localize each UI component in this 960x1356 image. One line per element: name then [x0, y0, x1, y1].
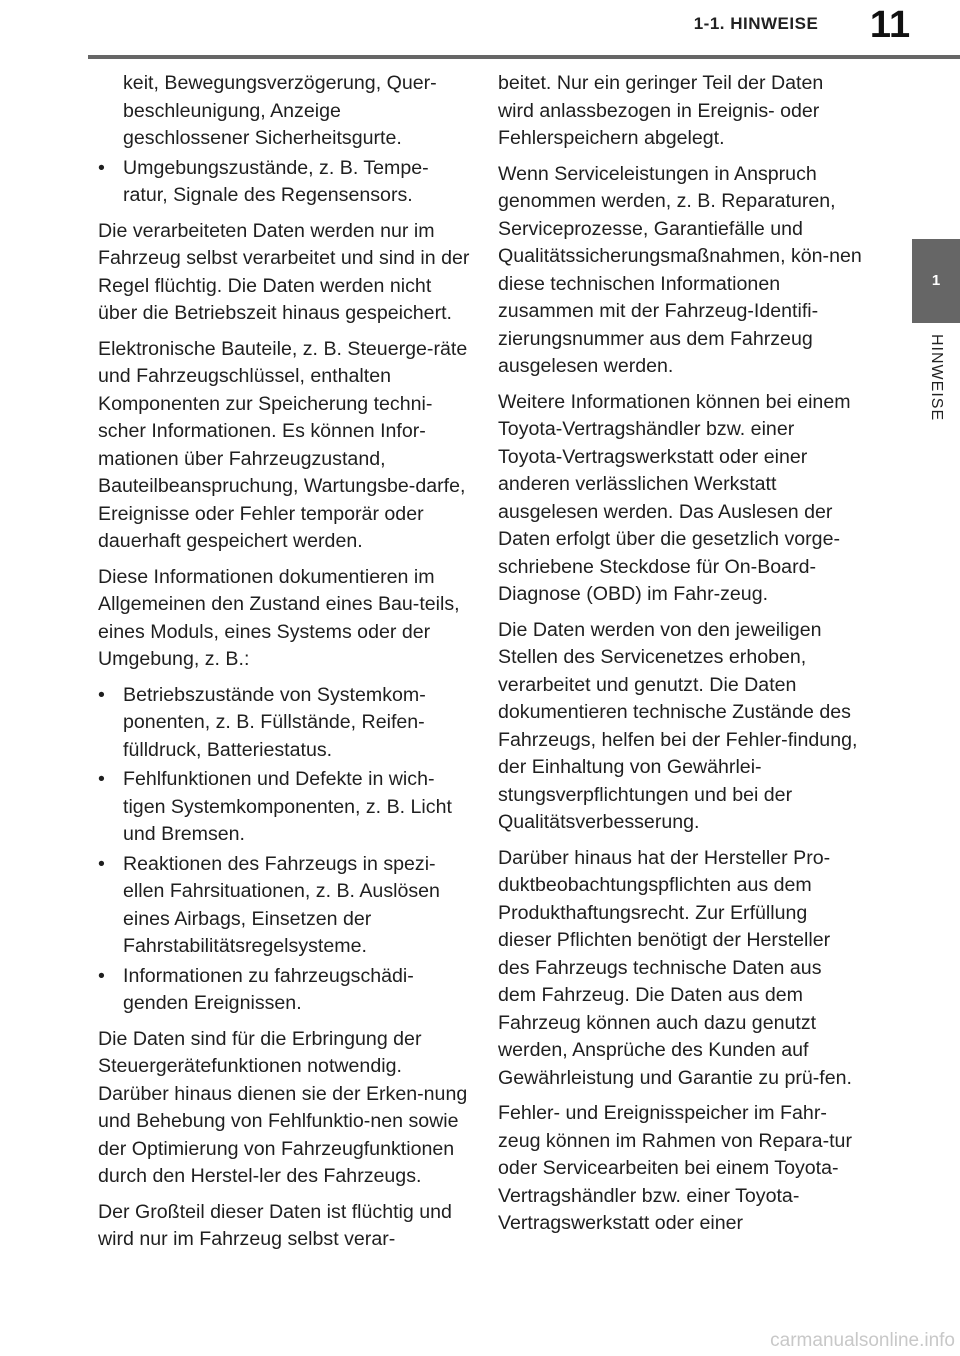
paragraph: Darüber hinaus hat der Hersteller Pro-duktbeobachtungspflichten aus dem Produkthaftungsrecht. Zur Erfüllung dieser Pflichten benötigt der Hersteller des Fahrzeugs technische Daten aus dem Fahrzeug. Die Daten aus dem Fahrzeug können auch dazu genutzt werden, Ansprüche des Kunden auf Gewährleistung und Garantie zu prü-fen. [498, 846, 852, 1089]
paragraph: Fehler- und Ereignisspeicher im Fahr-zeug können im Rahmen von Repara-tur oder Servicearbeiten bei einem Toyota-Vertragshändler bzw. einer Toyota-Vertragswerkstatt oder einer [498, 1102, 852, 1234]
paragraph: Die verarbeiteten Daten werden nur im Fahrzeug selbst verarbeitet und sind in der Regel flüchtig. Die Daten werden nicht über die Betriebszeit hinaus gespeichert. [98, 219, 470, 324]
page-number: 11 [869, 4, 911, 46]
list-item: • Betriebszustände von Systemkom-ponenten, z. B. Füllstände, Reifen-fülldruck, Batteriestatus. [98, 683, 426, 761]
paragraph: beitet. Nur ein geringer Teil der Daten wird anlassbezogen in Ereignis- oder Fehlerspeichern abgelegt. [498, 72, 824, 149]
bullet-icon: • [98, 156, 105, 179]
paragraph: Die Daten sind für die Erbringung der Steuergerätefunktionen notwendig. Darüber hinaus dienen sie der Erken-nung und Behebung von Fehlfunktio-nen sowie der Optimierung von Fahrzeugfunktionen durch den Herstel-ler des Fahrzeugs. [98, 1027, 468, 1187]
bullet-icon: • [98, 768, 105, 790]
bullet-list-2 [98, 682, 470, 1018]
paragraph: Wenn Serviceleistungen in Anspruch genommen werden, z. B. Reparaturen, Serviceprozesse, Garantiefälle und Qualitätssicherungsmaßnahmen, kön-nen diese technischen Informationen zusammen mit der Fahrzeug-Identifi-zierungsnummer aus dem Fahrzeug ausgelesen werden. [498, 162, 862, 377]
paragraph: Der Großteil dieser Daten ist flüchtig und wird nur im Fahrzeug selbst verar- [98, 1200, 452, 1250]
bullet-icon: • [98, 964, 105, 987]
list-item: • Umgebungszustände, z. B. Tempe-ratur, Signale des Regensensors. [98, 156, 429, 206]
paragraph: Die Daten werden von den jeweiligen Stellen des Servicenetzes erhoben, verarbeitet und genutzt. Die Daten dokumentieren technische Zustände des Fahrzeugs, helfen bei der Fehler-findung, der Einhaltung von Gewährlei-stungsverpflichtungen und bei der Qualitätsverbesserung. [498, 618, 858, 833]
bullet-list-1 [98, 155, 470, 210]
watermark: carmanualsonline.info [770, 1330, 955, 1351]
chapter-label [916, 334, 956, 444]
list-item: • Informationen zu fahrzeugschädi-genden Ereignissen. [98, 964, 414, 1014]
continued-list-text: keit, Bewegungsverzögerung, Quer-beschleunigung, Anzeige geschlossener Sicherheitsgurte. [123, 72, 437, 149]
section-title: 1-1. HINWEISE [693, 14, 819, 33]
chapter-tab[interactable]: 1 [912, 239, 960, 323]
bullet-icon: • [98, 683, 105, 706]
list-item: • Reaktionen des Fahrzeugs in spezi-ellen Fahrsituationen, z. B. Auslösen eines Airbags, Einsetzen der Fahrstabilitätsregelsysteme. [98, 852, 440, 957]
right-column [498, 70, 863, 1246]
list-item: • Fehlfunktionen und Defekte in wich-tigen Systemkomponenten, z. B. Licht und Bremsen. [98, 768, 452, 845]
chapter-label-text: HINWEISE [928, 334, 945, 422]
bullet-icon: • [98, 852, 105, 875]
paragraph: Diese Informationen dokumentieren im Allgemeinen den Zustand eines Bau-teils, eines Moduls, eines Systems oder der Umgebung, z. B.: [98, 565, 460, 670]
left-column [98, 70, 470, 1262]
paragraph: Weitere Informationen können bei einem Toyota-Vertragshändler bzw. einer Toyota-Vertragswerkstatt oder einer anderen verlässlichen Werkstatt ausgelesen werden. Das Auslesen der Daten erfolgt über die gesetzlich vorge-schriebene Steckdose für On-Board-Diagnose (OBD) im Fahr-zeug. [498, 390, 851, 605]
paragraph: Elektronische Bauteile, z. B. Steuerge-räte und Fahrzeugschlüssel, enthalten Komponenten zur Speicherung techni-scher Informationen. Es können Infor-mationen über Fahrzeugzustand, Bauteilbeanspruchung, Wartungsbe-darfe, Ereignisse oder Fehler temporär oder dauerhaft gespeichert werden. [98, 337, 468, 552]
header-divider [88, 55, 960, 59]
